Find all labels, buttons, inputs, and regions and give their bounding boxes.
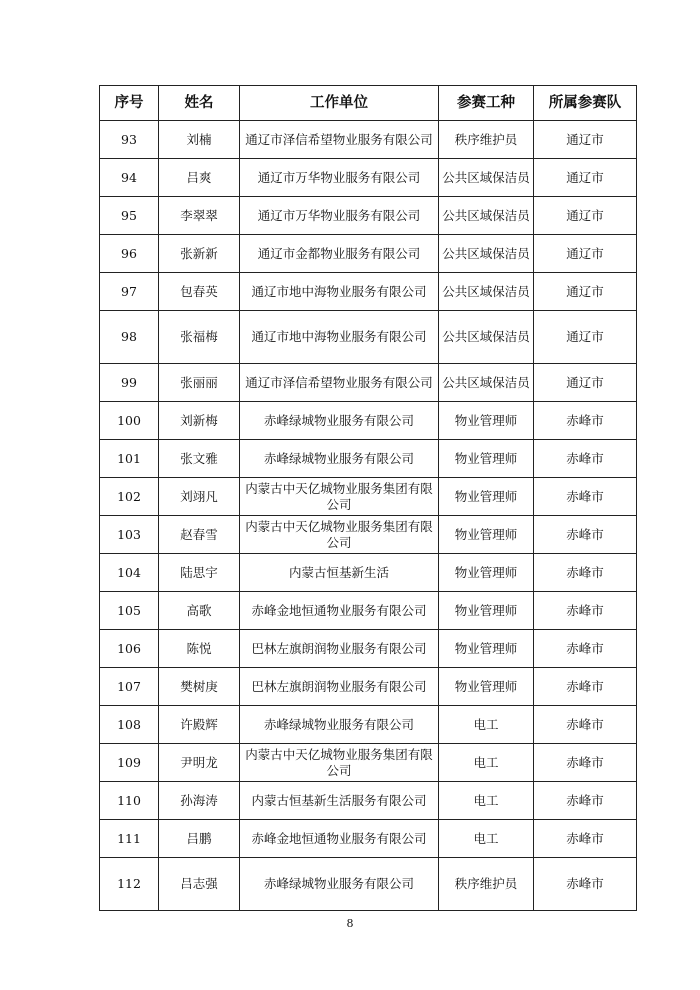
cell-team: 赤峰市 (534, 706, 637, 744)
cell-team: 通辽市 (534, 121, 637, 159)
cell-trade: 公共区域保洁员 (439, 273, 534, 311)
table-row (100, 630, 637, 668)
cell-team: 赤峰市 (534, 820, 637, 858)
table-row (100, 516, 637, 554)
cell-unit: 内蒙古恒基新生活服务有限公司 (240, 782, 439, 820)
cell-team: 通辽市 (534, 273, 637, 311)
header-team: 所属参赛队 (534, 86, 637, 121)
cell-name: 许殿辉 (159, 706, 240, 744)
cell-team: 赤峰市 (534, 782, 637, 820)
cell-no: 105 (100, 592, 159, 630)
cell-no: 104 (100, 554, 159, 592)
table-row (100, 744, 637, 782)
cell-trade: 公共区域保洁员 (439, 159, 534, 197)
cell-no: 100 (100, 402, 159, 440)
cell-unit: 赤峰绿城物业服务有限公司 (240, 858, 439, 911)
header-no: 序号 (100, 86, 159, 121)
cell-trade: 电工 (439, 820, 534, 858)
cell-trade: 公共区域保洁员 (439, 311, 534, 364)
cell-no: 108 (100, 706, 159, 744)
table-row (100, 402, 637, 440)
cell-name: 刘新梅 (159, 402, 240, 440)
table-row (100, 197, 637, 235)
cell-no: 101 (100, 440, 159, 478)
cell-no: 93 (100, 121, 159, 159)
cell-trade: 物业管理师 (439, 440, 534, 478)
table-row (100, 668, 637, 706)
cell-trade: 公共区域保洁员 (439, 235, 534, 273)
cell-name: 吕志强 (159, 858, 240, 911)
cell-name: 张文雅 (159, 440, 240, 478)
cell-name: 张福梅 (159, 311, 240, 364)
cell-name: 刘楠 (159, 121, 240, 159)
cell-trade: 公共区域保洁员 (439, 364, 534, 402)
cell-team: 赤峰市 (534, 554, 637, 592)
table-row (100, 273, 637, 311)
cell-trade: 物业管理师 (439, 630, 534, 668)
cell-unit: 赤峰金地恒通物业服务有限公司 (240, 592, 439, 630)
table-row (100, 311, 637, 364)
cell-trade: 公共区域保洁员 (439, 197, 534, 235)
cell-trade: 物业管理师 (439, 554, 534, 592)
cell-unit: 内蒙古中天亿城物业服务集团有限公司 (240, 478, 439, 516)
cell-name: 陈悦 (159, 630, 240, 668)
cell-no: 96 (100, 235, 159, 273)
cell-team: 赤峰市 (534, 516, 637, 554)
participants-table (99, 85, 637, 911)
cell-team: 赤峰市 (534, 402, 637, 440)
cell-trade: 物业管理师 (439, 516, 534, 554)
cell-unit: 巴林左旗朗润物业服务有限公司 (240, 630, 439, 668)
cell-name: 陆思宇 (159, 554, 240, 592)
cell-team: 赤峰市 (534, 744, 637, 782)
cell-unit: 通辽市地中海物业服务有限公司 (240, 273, 439, 311)
cell-name: 刘翊凡 (159, 478, 240, 516)
cell-team: 赤峰市 (534, 478, 637, 516)
table-row (100, 478, 637, 516)
cell-trade: 电工 (439, 744, 534, 782)
table-row (100, 706, 637, 744)
cell-unit: 赤峰绿城物业服务有限公司 (240, 706, 439, 744)
cell-team: 赤峰市 (534, 592, 637, 630)
cell-name: 尹明龙 (159, 744, 240, 782)
cell-trade: 物业管理师 (439, 478, 534, 516)
cell-no: 103 (100, 516, 159, 554)
cell-no: 97 (100, 273, 159, 311)
cell-team: 赤峰市 (534, 668, 637, 706)
cell-trade: 秩序维护员 (439, 121, 534, 159)
cell-name: 赵春雪 (159, 516, 240, 554)
table-row (100, 235, 637, 273)
cell-unit: 赤峰金地恒通物业服务有限公司 (240, 820, 439, 858)
cell-name: 高歌 (159, 592, 240, 630)
table-row (100, 782, 637, 820)
header-name: 姓名 (159, 86, 240, 121)
cell-unit: 内蒙古中天亿城物业服务集团有限公司 (240, 516, 439, 554)
cell-unit: 通辽市泽信希望物业服务有限公司 (240, 121, 439, 159)
cell-team: 赤峰市 (534, 858, 637, 911)
cell-unit: 通辽市金都物业服务有限公司 (240, 235, 439, 273)
cell-team: 通辽市 (534, 235, 637, 273)
table-row (100, 159, 637, 197)
cell-no: 106 (100, 630, 159, 668)
cell-no: 109 (100, 744, 159, 782)
cell-name: 吕鹏 (159, 820, 240, 858)
header-row (100, 86, 637, 121)
header-trade: 参赛工种 (439, 86, 534, 121)
cell-unit: 赤峰绿城物业服务有限公司 (240, 402, 439, 440)
cell-no: 98 (100, 311, 159, 364)
cell-no: 110 (100, 782, 159, 820)
cell-trade: 秩序维护员 (439, 858, 534, 911)
table-row (100, 554, 637, 592)
cell-team: 赤峰市 (534, 630, 637, 668)
cell-no: 107 (100, 668, 159, 706)
cell-no: 95 (100, 197, 159, 235)
cell-trade: 物业管理师 (439, 592, 534, 630)
table-row (100, 592, 637, 630)
cell-name: 吕爽 (159, 159, 240, 197)
cell-name: 李翠翠 (159, 197, 240, 235)
cell-unit: 通辽市地中海物业服务有限公司 (240, 311, 439, 364)
cell-team: 通辽市 (534, 364, 637, 402)
cell-name: 包春英 (159, 273, 240, 311)
table-row (100, 121, 637, 159)
cell-name: 樊树庚 (159, 668, 240, 706)
cell-name: 张新新 (159, 235, 240, 273)
cell-no: 111 (100, 820, 159, 858)
cell-trade: 物业管理师 (439, 668, 534, 706)
table-row (100, 364, 637, 402)
cell-no: 94 (100, 159, 159, 197)
cell-team: 通辽市 (534, 197, 637, 235)
cell-no: 112 (100, 858, 159, 911)
cell-no: 99 (100, 364, 159, 402)
cell-unit: 内蒙古中天亿城物业服务集团有限公司 (240, 744, 439, 782)
table-row (100, 440, 637, 478)
cell-unit: 内蒙古恒基新生活 (240, 554, 439, 592)
cell-unit: 通辽市泽信希望物业服务有限公司 (240, 364, 439, 402)
table-row (100, 820, 637, 858)
cell-no: 102 (100, 478, 159, 516)
cell-name: 张丽丽 (159, 364, 240, 402)
cell-unit: 赤峰绿城物业服务有限公司 (240, 440, 439, 478)
cell-trade: 物业管理师 (439, 402, 534, 440)
cell-team: 通辽市 (534, 159, 637, 197)
cell-team: 赤峰市 (534, 440, 637, 478)
cell-unit: 巴林左旗朗润物业服务有限公司 (240, 668, 439, 706)
cell-trade: 电工 (439, 706, 534, 744)
header-unit: 工作单位 (240, 86, 439, 121)
table-row (100, 858, 637, 911)
cell-unit: 通辽市万华物业服务有限公司 (240, 159, 439, 197)
page-number: 8 (346, 917, 354, 930)
cell-trade: 电工 (439, 782, 534, 820)
table-body (100, 121, 637, 911)
cell-team: 通辽市 (534, 311, 637, 364)
cell-name: 孙海涛 (159, 782, 240, 820)
cell-unit: 通辽市万华物业服务有限公司 (240, 197, 439, 235)
